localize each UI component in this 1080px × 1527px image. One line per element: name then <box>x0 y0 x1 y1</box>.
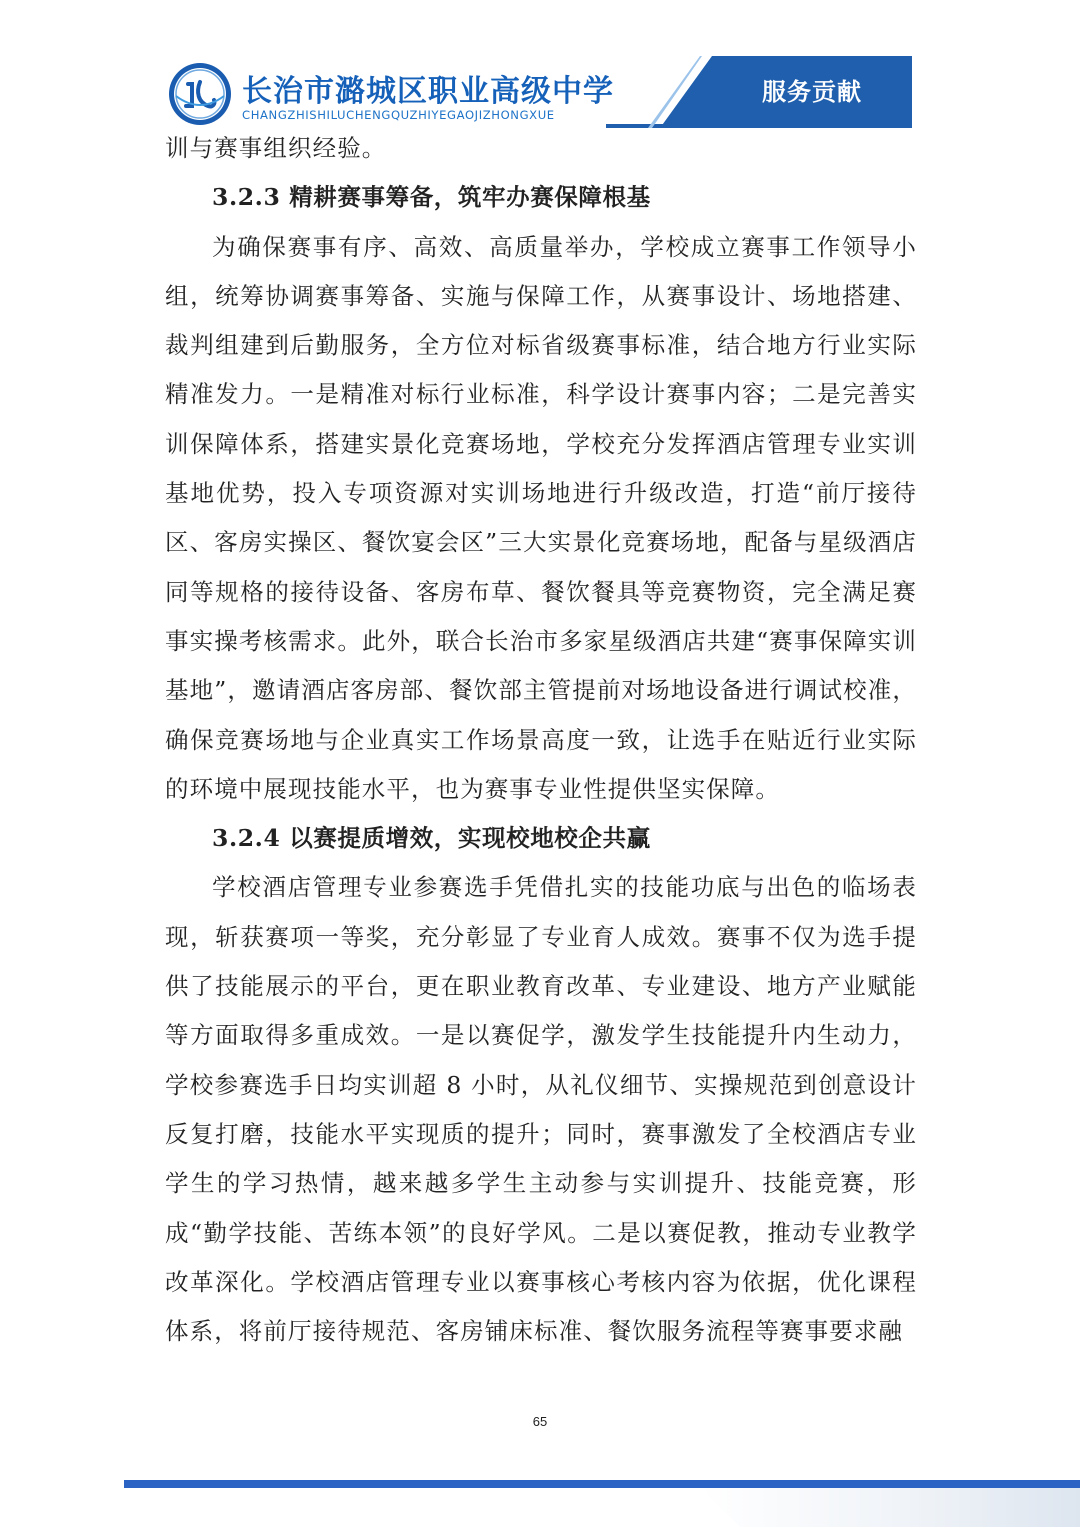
section-heading-3-2-4: 3.2.4 以赛提质增效，实现校地校企共赢 <box>212 824 651 853</box>
paragraph-3-2-3: 为确保赛事有序、高效、高质量举办，学校成立赛事工作领导小组，统筹协调赛事筹备、实施与保障工作，从赛事设计、场地搭建、裁判组建到后勤服务，全方位对标省级赛事标准，结合地方行业实际精准发力。一是精准对标行业标准，科学设计赛事内容；二是完善实训保障体系，搭建实景化竞赛场地，学校充分发挥酒店管理专业实训基地优势，投入专项资源对实训场地进行升级改造，打造“前厅接待区、客房实操区、餐饮宴会区”三大实景化竞赛场地，配备与星级酒店同等规格的接待设备、客房布草、餐饮餐具等竞赛物资，完全满足赛事实操考核需求。此外，联合长治市多家星级酒店共建“赛事保障实训基地”，邀请酒店客房部、餐饮部主管提前对场地设备进行调试校准，确保竞赛场地与企业真实工作场景高度一致，让选手在贴近行业实际的环境中展现技能水平，也为赛事专业性提供坚实保障。 <box>165 232 917 803</box>
document-body <box>165 124 917 1356</box>
page-number: 65 <box>532 1414 548 1429</box>
page-header <box>0 0 1080 140</box>
footer-corner-decoration <box>700 1488 1080 1527</box>
school-pinyin: CHANGZHISHILUCHENGQUZHIYEGAOJIZHONGXUE <box>242 108 555 122</box>
paragraph-carryover: 训与赛事组织经验。 <box>165 134 387 162</box>
school-emblem-icon <box>168 62 232 126</box>
school-name: 长治市潞城区职业高级中学 <box>242 74 614 109</box>
section-heading-3-2-3: 3.2.3 精耕赛事筹备，筑牢办赛保障根基 <box>212 183 651 212</box>
paragraph-3-2-4: 学校酒店管理专业参赛选手凭借扎实的技能功底与出色的临场表现，斩获赛项一等奖，充分彰显了专业育人成效。赛事不仅为选手提供了技能展示的平台，更在职业教育改革、专业建设、地方产业赋能等方面取得多重成效。一是以赛促学，激发学生技能提升内生动力，学校参赛选手日均实训超 8 小时，从礼仪细节、实操规范到创意设计反复打磨，技能水平实现质的提升；同时，赛事激发了全校酒店专业学生的学习热情，越来越多学生主动参与实训提升、技能竞赛，形成“勤学技能、苦练本领”的良好学风。二是以赛促教，推动专业教学改革深化。学校酒店管理专业以赛事核心考核内容为依据，优化课程体系，将前厅接待规范、客房铺床标准、餐饮服务流程等赛事要求融 <box>165 873 917 1346</box>
section-label: 服务贡献 <box>762 78 862 106</box>
footer-bar <box>124 1480 1080 1488</box>
